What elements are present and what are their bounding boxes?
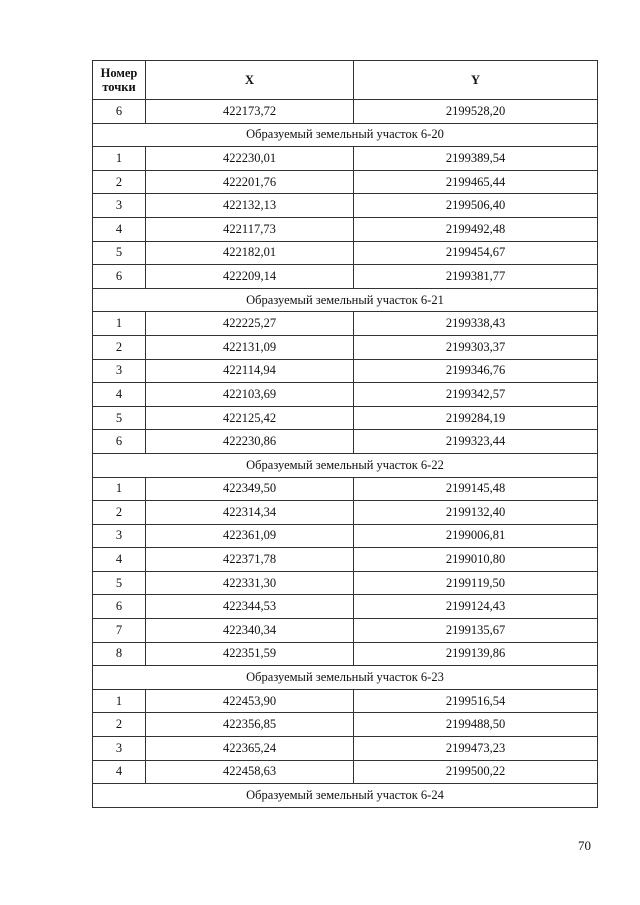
section-row <box>93 784 598 808</box>
y-coordinate-cell: 2199389,54 <box>354 147 598 171</box>
x-coordinate-cell: 422453,90 <box>146 689 354 713</box>
table-row <box>93 406 598 430</box>
y-coordinate-cell: 2199516,54 <box>354 689 598 713</box>
table-row <box>93 217 598 241</box>
x-coordinate-cell: 422225,27 <box>146 312 354 336</box>
section-title: Образуемый земельный участок 6-24 <box>93 784 598 808</box>
table-row <box>93 689 598 713</box>
table-row <box>93 571 598 595</box>
header-point-number-line: точки <box>102 80 136 94</box>
x-coordinate-cell: 422314,34 <box>146 501 354 525</box>
x-coordinate-cell: 422230,86 <box>146 430 354 454</box>
table-row <box>93 147 598 171</box>
table-row <box>93 713 598 737</box>
point-number-cell: 2 <box>93 713 146 737</box>
point-number-cell: 1 <box>93 689 146 713</box>
y-coordinate-cell: 2199010,80 <box>354 548 598 572</box>
header-point-number-line: Номер <box>100 66 138 80</box>
table-row <box>93 548 598 572</box>
table-row <box>93 312 598 336</box>
section-title: Образуемый земельный участок 6-20 <box>93 123 598 147</box>
header-row <box>93 61 598 100</box>
point-number-cell: 4 <box>93 217 146 241</box>
point-number-cell: 6 <box>93 265 146 289</box>
x-coordinate-cell: 422340,34 <box>146 619 354 643</box>
table-row <box>93 241 598 265</box>
y-coordinate-cell: 2199124,43 <box>354 595 598 619</box>
point-number-cell: 7 <box>93 619 146 643</box>
table-row <box>93 737 598 761</box>
x-coordinate-cell: 422230,01 <box>146 147 354 171</box>
x-coordinate-cell: 422371,78 <box>146 548 354 572</box>
point-number-cell: 8 <box>93 642 146 666</box>
x-coordinate-cell: 422356,85 <box>146 713 354 737</box>
table-row <box>93 335 598 359</box>
table-row <box>93 430 598 454</box>
x-coordinate-cell: 422103,69 <box>146 383 354 407</box>
table-row <box>93 194 598 218</box>
x-coordinate-cell: 422173,72 <box>146 100 354 124</box>
point-number-cell: 4 <box>93 760 146 784</box>
section-row <box>93 666 598 690</box>
section-title: Образуемый земельный участок 6-22 <box>93 453 598 477</box>
y-coordinate-cell: 2199145,48 <box>354 477 598 501</box>
x-coordinate-cell: 422458,63 <box>146 760 354 784</box>
y-coordinate-cell: 2199342,57 <box>354 383 598 407</box>
x-coordinate-cell: 422114,94 <box>146 359 354 383</box>
x-coordinate-cell: 422349,50 <box>146 477 354 501</box>
point-number-cell: 1 <box>93 312 146 336</box>
y-coordinate-cell: 2199119,50 <box>354 571 598 595</box>
y-coordinate-cell: 2199488,50 <box>354 713 598 737</box>
y-coordinate-cell: 2199135,67 <box>354 619 598 643</box>
point-number-cell: 2 <box>93 501 146 525</box>
y-coordinate-cell: 2199465,44 <box>354 170 598 194</box>
y-coordinate-cell: 2199528,20 <box>354 100 598 124</box>
x-coordinate-cell: 422209,14 <box>146 265 354 289</box>
y-coordinate-cell: 2199323,44 <box>354 430 598 454</box>
table-row <box>93 477 598 501</box>
header-point-number <box>93 61 146 100</box>
point-number-cell: 3 <box>93 524 146 548</box>
point-number-cell: 4 <box>93 383 146 407</box>
point-number-cell: 6 <box>93 430 146 454</box>
point-number-cell: 6 <box>93 100 146 124</box>
point-number-cell: 6 <box>93 595 146 619</box>
x-coordinate-cell: 422344,53 <box>146 595 354 619</box>
y-coordinate-cell: 2199139,86 <box>354 642 598 666</box>
section-row <box>93 453 598 477</box>
y-coordinate-cell: 2199381,77 <box>354 265 598 289</box>
table-row <box>93 760 598 784</box>
header-x: X <box>146 61 354 100</box>
point-number-cell: 1 <box>93 477 146 501</box>
x-coordinate-cell: 422182,01 <box>146 241 354 265</box>
x-coordinate-cell: 422365,24 <box>146 737 354 761</box>
x-coordinate-cell: 422117,73 <box>146 217 354 241</box>
y-coordinate-cell: 2199284,19 <box>354 406 598 430</box>
y-coordinate-cell: 2199506,40 <box>354 194 598 218</box>
point-number-cell: 2 <box>93 335 146 359</box>
y-coordinate-cell: 2199006,81 <box>354 524 598 548</box>
section-title: Образуемый земельный участок 6-23 <box>93 666 598 690</box>
x-coordinate-cell: 422132,13 <box>146 194 354 218</box>
table-row <box>93 524 598 548</box>
y-coordinate-cell: 2199132,40 <box>354 501 598 525</box>
table-row <box>93 170 598 194</box>
y-coordinate-cell: 2199303,37 <box>354 335 598 359</box>
table-row <box>93 595 598 619</box>
x-coordinate-cell: 422125,42 <box>146 406 354 430</box>
y-coordinate-cell: 2199492,48 <box>354 217 598 241</box>
x-coordinate-cell: 422201,76 <box>146 170 354 194</box>
table-row <box>93 383 598 407</box>
point-number-cell: 5 <box>93 571 146 595</box>
table-row <box>93 619 598 643</box>
x-coordinate-cell: 422361,09 <box>146 524 354 548</box>
y-coordinate-cell: 2199500,22 <box>354 760 598 784</box>
x-coordinate-cell: 422331,30 <box>146 571 354 595</box>
page-number: 70 <box>578 838 591 853</box>
y-coordinate-cell: 2199454,67 <box>354 241 598 265</box>
section-title: Образуемый земельный участок 6-21 <box>93 288 598 312</box>
y-coordinate-cell: 2199473,23 <box>354 737 598 761</box>
table-row <box>93 359 598 383</box>
y-coordinate-cell: 2199338,43 <box>354 312 598 336</box>
x-coordinate-cell: 422131,09 <box>146 335 354 359</box>
coordinates-table <box>92 60 598 808</box>
table-row <box>93 100 598 124</box>
table-row <box>93 265 598 289</box>
section-row <box>93 123 598 147</box>
x-coordinate-cell: 422351,59 <box>146 642 354 666</box>
point-number-cell: 3 <box>93 359 146 383</box>
table-row <box>93 501 598 525</box>
point-number-cell: 4 <box>93 548 146 572</box>
y-coordinate-cell: 2199346,76 <box>354 359 598 383</box>
section-row <box>93 288 598 312</box>
point-number-cell: 2 <box>93 170 146 194</box>
point-number-cell: 3 <box>93 737 146 761</box>
point-number-cell: 3 <box>93 194 146 218</box>
point-number-cell: 5 <box>93 241 146 265</box>
header-y: Y <box>354 61 598 100</box>
point-number-cell: 1 <box>93 147 146 171</box>
table-row <box>93 642 598 666</box>
point-number-cell: 5 <box>93 406 146 430</box>
table-body <box>93 100 598 808</box>
